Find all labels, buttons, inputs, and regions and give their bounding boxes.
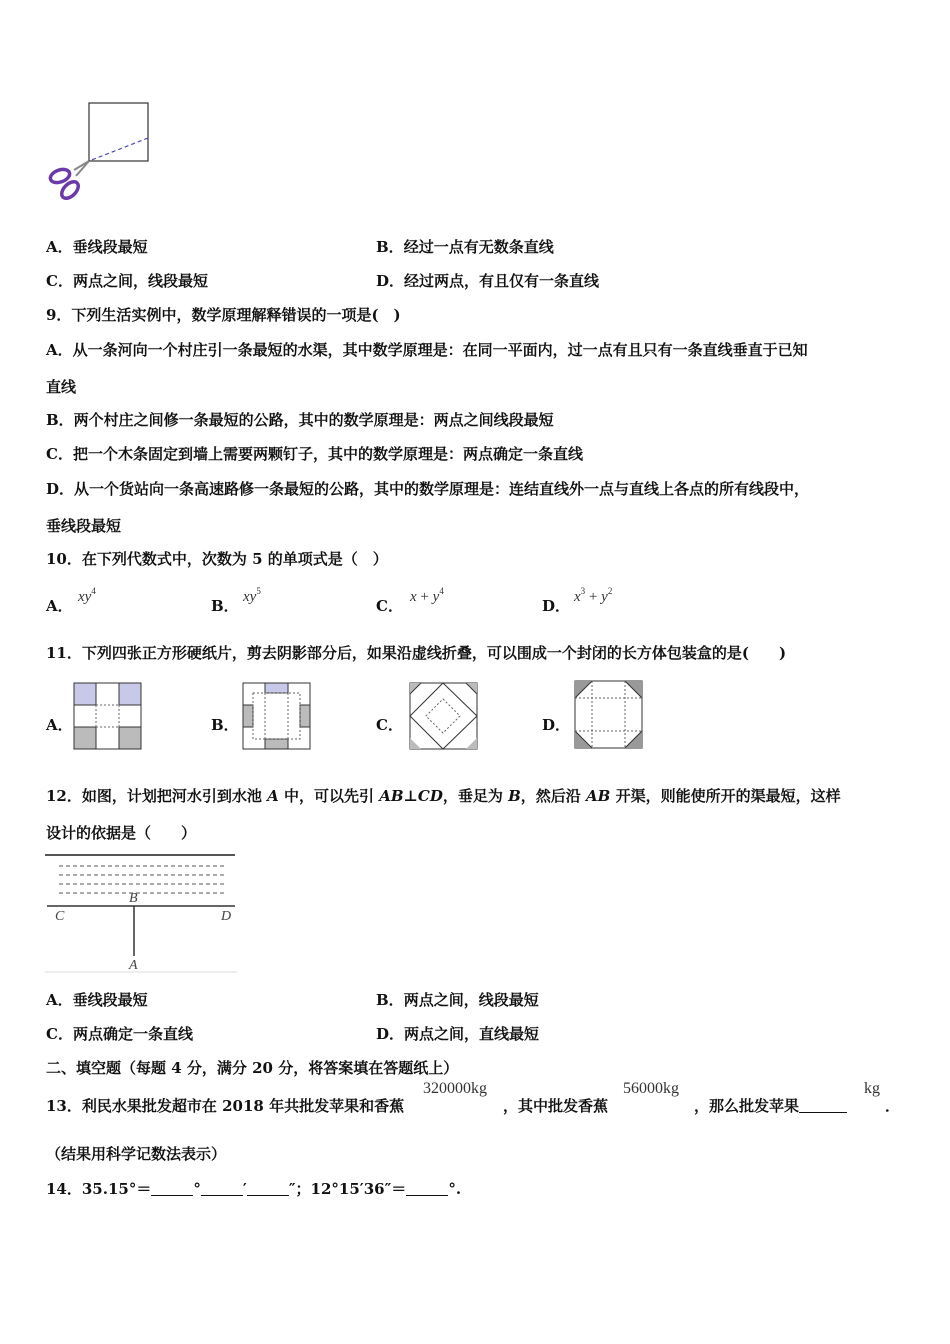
q13-value-total: 320000kg: [423, 1080, 487, 1097]
q12-label-a: A: [129, 958, 138, 973]
q12-stem: 12．如图，计划把河水引到水池 A 中，可以先引 AB⊥CD，垂足为 B，然后沿 AB 开渠，则能使所开的渠最短，这样: [46, 787, 841, 805]
q10-expr-d: $x^3 + y^2$: [574, 586, 613, 605]
q13-note: （结果用科学记数法表示）: [46, 1145, 227, 1163]
q10-expr-a: $xy^4$: [78, 586, 96, 605]
q9-option-c: C．把一个木条固定到墙上需要两颗钉子，其中的数学原理是：两点确定一条直线: [46, 445, 583, 463]
q14-blank-decimal[interactable]: [406, 1195, 448, 1196]
q10-stem: 10．在下列代数式中，次数为 5 的单项式是（ ）: [46, 550, 388, 568]
q11-label-a: A．: [46, 716, 73, 734]
q13-unit: kg: [864, 1080, 880, 1097]
q9-option-b: B．两个村庄之间修一条最短的公路，其中的数学原理是：两点之间线段最短: [46, 411, 554, 429]
q9-option-d: D．从一个货站向一条高速路修一条最短的公路，其中的数学原理是：连结直线外一点与直线上各点的所有线段中，: [46, 480, 810, 498]
q14-stem: 14．35.15°＝ ° ′ ″；12°15′36″＝ °.: [46, 1180, 462, 1198]
q10-expr-c: $x + y^4$: [410, 586, 444, 605]
q11-label-d: D．: [542, 716, 571, 734]
scissors-square-figure: [44, 98, 156, 204]
q12-river-figure: [45, 852, 237, 974]
q10-label-c: C．: [376, 597, 403, 615]
q13-end: ．: [885, 1097, 901, 1115]
q12-stem-cont: 设计的依据是（ ）: [46, 824, 197, 842]
q11-figure-a: [73, 682, 143, 750]
q12-option-c: C．两点确定一条直线: [46, 1025, 193, 1043]
q9-option-a: A．从一条河向一个村庄引一条最短的水渠，其中数学原理是：在同一平面内，过一点有且只有一条直线垂直于已知: [46, 341, 808, 359]
q11-figure-c: [409, 682, 479, 750]
q8-option-a: A．垂线段最短: [46, 238, 148, 256]
q13-stem-post: ，那么批发苹果: [694, 1095, 847, 1116]
q12-option-d: D．两点之间，直线最短: [376, 1025, 540, 1043]
q10-label-a: A．: [46, 597, 73, 615]
q11-figure-b: [242, 682, 312, 750]
q12-label-b: B: [129, 891, 138, 906]
q11-figure-d: [574, 680, 644, 750]
q11-label-b: B．: [211, 716, 239, 734]
q12-option-b: B．两点之间，线段最短: [376, 991, 539, 1009]
q13-stem-mid: ，其中批发香蕉: [503, 1097, 609, 1115]
q12-label-d: D: [221, 909, 232, 924]
q9-option-a-cont: 直线: [46, 378, 77, 396]
q10-expr-b: $xy^5$: [243, 586, 261, 605]
section-2-heading: 二、填空题（每题 4 分，满分 20 分，将答案填在答题纸上）: [46, 1059, 459, 1077]
q13-answer-blank[interactable]: [799, 1112, 847, 1113]
q13-stem-pre: 13．利民水果批发超市在 2018 年共批发苹果和香蕉: [46, 1097, 405, 1115]
q8-option-c: C．两点之间，线段最短: [46, 272, 208, 290]
q13-value-banana: 56000kg: [623, 1080, 679, 1097]
q14-blank-degrees[interactable]: [151, 1195, 193, 1196]
q10-label-d: D．: [542, 597, 571, 615]
q11-stem: 11．下列四张正方形硬纸片，剪去阴影部分后，如果沿虚线折叠，可以围成一个封闭的长方体包装盒的是( ): [46, 644, 787, 662]
q10-label-b: B．: [211, 597, 239, 615]
q14-blank-minutes[interactable]: [201, 1195, 243, 1196]
q8-option-d: D．经过两点，有且仅有一条直线: [376, 272, 600, 290]
q11-label-c: C．: [376, 716, 403, 734]
q14-blank-seconds[interactable]: [247, 1195, 289, 1196]
q9-option-d-cont: 垂线段最短: [46, 517, 122, 535]
q8-option-b: B．经过一点有无数条直线: [376, 238, 554, 256]
q12-label-c: C: [55, 909, 65, 924]
q9-stem: 9．下列生活实例中，数学原理解释错误的一项是( ): [46, 306, 401, 324]
q12-option-a: A．垂线段最短: [46, 991, 148, 1009]
